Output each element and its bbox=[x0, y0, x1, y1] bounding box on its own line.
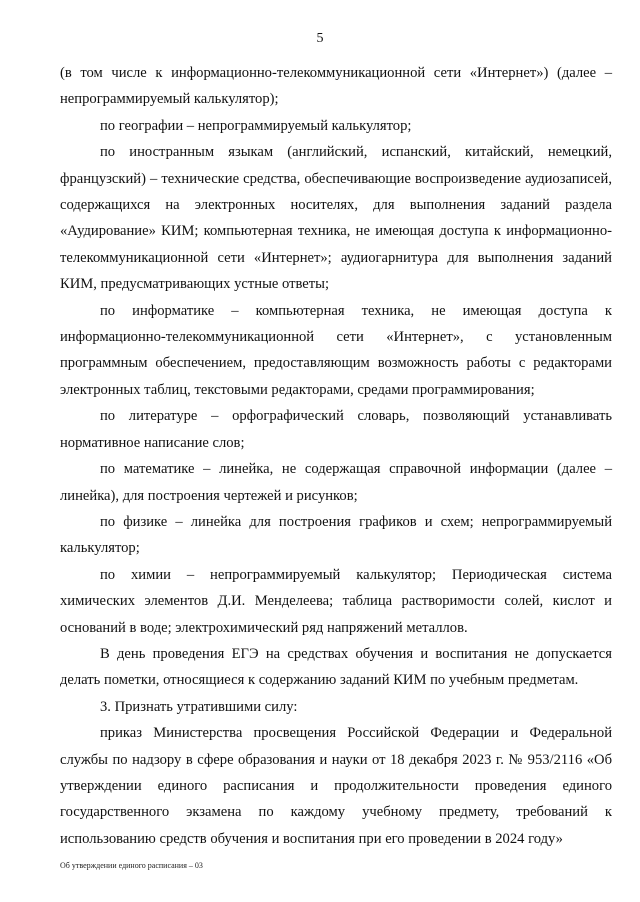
paragraph-literature: по литературе – орфографический словарь, позволяющий устанавливать нормативное написание слов; bbox=[60, 408, 612, 451]
paragraph-chemistry: по химии – непрограммируемый калькулятор; Периодическая система химических элементов Д.И. Менделеева; таблица растворимости солей, кислот и оснований в воде; электрохимический ряд напряжений металлов. bbox=[60, 566, 612, 636]
paragraph-no-marks: В день проведения ЕГЭ на средствах обучения и воспитания не допускается делать пометки, относящиеся к содержанию заданий КИМ по учебным предметам. bbox=[60, 645, 612, 689]
paragraph-order-reference: приказ Министерства просвещения Российской Федерации и Федеральной службы по надзору в сфере образования и науки от 18 декабря 2023 г. № 953/2116 «Об утверждении единого расписания и продолжительности проведения единого государственного экзамена по каждому учебному предмету, требований к использованию средств обучения и воспитания при его проведении в 2024 году» bbox=[60, 725, 612, 847]
paragraph-geography: по географии – непрограммируемый калькулятор; bbox=[100, 117, 412, 134]
paragraph-foreign-languages: по иностранным языкам (английский, испанский, китайский, немецкий, французский) – технические средства, обеспечивающие воспроизведение аудиозаписей, содержащихся на электронных носителях, для выполнения заданий раздела «Аудирование» КИМ; компьютерная техника, не имеющая доступа к информационно-телекоммуникационной сети «Интернет»; аудиогарнитура для выполнения заданий КИМ, предусматривающих устные ответы; bbox=[60, 144, 612, 293]
paragraph-informatics: по информатике – компьютерная техника, не имеющая доступа к информационно-телекоммуникационной сети «Интернет», с установленным программным обеспечением, предоставляющим возможность работы с редакторами электронных таблиц, текстовыми редакторами, средами программирования; bbox=[60, 302, 612, 398]
paragraph-section-3: 3. Признать утратившими силу: bbox=[100, 698, 298, 715]
paragraph-continuation: (в том числе к информационно-телекоммуникационной сети «Интернет») (далее – непрограммируемый калькулятор); bbox=[60, 65, 612, 108]
document-body bbox=[60, 60, 612, 852]
page-number: 5 bbox=[316, 31, 324, 46]
paragraph-mathematics: по математике – линейка, не содержащая справочной информации (далее – линейка), для построения чертежей и рисунков; bbox=[60, 461, 612, 504]
paragraph-physics: по физике – линейка для построения графиков и схем; непрограммируемый калькулятор; bbox=[60, 513, 612, 557]
page-footer: Об утверждении единого расписания – 03 bbox=[60, 861, 203, 870]
